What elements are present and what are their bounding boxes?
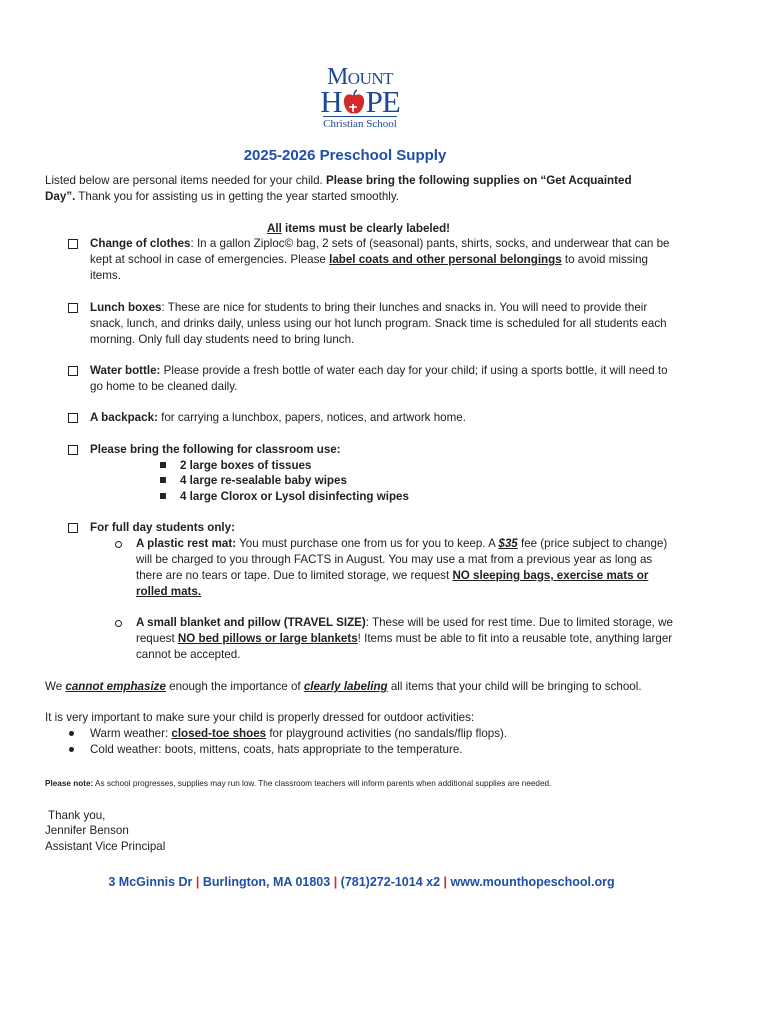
classroom-list-item: 4 large Clorox or Lysol disinfecting wipes [180, 490, 409, 503]
classroom-list-item: 4 large re-sealable baby wipes [180, 474, 347, 487]
square-bullet-icon [160, 477, 166, 483]
circle-bullet-icon [115, 541, 122, 548]
item-clothes-body-end: to avoid missing items. [90, 253, 649, 282]
item-classroom-use [68, 442, 680, 458]
emphasis-text-2: enough the importance of [165, 680, 304, 693]
dressed-intro: It is very important to make sure your child is properly dressed for outdoor activities: [45, 711, 475, 724]
checkbox-icon [68, 366, 78, 376]
intro-text-1: Listed below are personal items needed for your child. [45, 174, 326, 187]
item-backpack [68, 410, 680, 426]
emphasis-text-3: all items that your child will be bringing to school. [387, 680, 642, 693]
checkbox-icon [68, 445, 78, 455]
item-clothes-link: label coats and other personal belongings [329, 253, 562, 266]
warm-weather-body: for playground activities (no sandals/flip flops). [266, 727, 508, 740]
logo-subtitle: Christian School [323, 118, 397, 130]
item-water-text [90, 363, 680, 395]
rest-mat-body-2: fee (price subject to change) will be charged to you through FACTS in August. You may use a mat from a previous year as long as there are no tears or tape. Due to limited storage, we request [136, 537, 668, 582]
cold-weather-item: Cold weather: boots, mittens, coats, hats appropriate to the temperature. [90, 743, 463, 756]
labeled-all: All [267, 222, 282, 235]
item-lunch-text [90, 300, 680, 348]
item-fullday-text [90, 520, 680, 536]
blanket-head: A small blanket and pillow (TRAVEL SIZE) [136, 616, 366, 629]
item-clothes-head: Change of clothes [90, 237, 191, 250]
blanket-body-2: ! Items must be able to fit into a reusable tote, anything larger cannot be accepted. [136, 632, 673, 661]
intro-text-2: Thank you for assisting us in getting the year started smoothly. [75, 190, 400, 203]
rest-mat-body-1: You must purchase one from us for you to keep. A [236, 537, 499, 550]
intro-paragraph [45, 173, 665, 205]
logo-hope-pe: PE [365, 84, 400, 119]
emphasis-cannot: cannot emphasize [65, 680, 166, 693]
circle-bullet-icon [115, 620, 122, 627]
item-backpack-body: for carrying a lunchbox, papers, notices, and artwork home. [157, 411, 466, 424]
bullet-dot-icon [69, 731, 74, 736]
signoff-role: Assistant Vice Principal [45, 840, 166, 853]
warm-weather-link: closed-toe shoes [171, 727, 267, 740]
rest-mat-fee: $35 [498, 537, 518, 550]
please-note-label: Please note: [45, 779, 94, 788]
footer-city: Burlington, MA 01803 [199, 875, 334, 889]
signoff-name: Jennifer Benson [45, 824, 129, 837]
blanket-body-1: : These will be used for rest time. Due to limited storage, we request [136, 616, 673, 645]
logo-hope-text [310, 84, 410, 119]
page-title: 2025-2026 Preschool Supply [243, 147, 447, 164]
footer-address: 3 McGinnis Dr [108, 875, 196, 889]
labeled-rest: items must be clearly labeled! [281, 222, 451, 235]
square-bullet-icon [160, 493, 166, 499]
labeled-heading [267, 221, 567, 237]
item-lunch-boxes [68, 300, 680, 348]
footer-website-link[interactable]: www.mounthopeschool.org [447, 875, 615, 889]
footer-separator: | [443, 875, 448, 889]
classroom-list-item: 2 large boxes of tissues [180, 459, 312, 472]
item-classroom-head: Please bring the following for classroom use: [90, 443, 341, 456]
item-change-of-clothes [68, 236, 680, 284]
school-logo [310, 66, 410, 138]
warm-weather-item [90, 726, 507, 742]
item-water-bottle [68, 363, 680, 395]
footer-separator: | [333, 875, 338, 889]
blanket-no-text: NO bed pillows or large blankets [177, 632, 358, 645]
please-note-text: As school progresses, supplies may run low. The classroom teachers will inform parents when additional supplies are needed. [93, 779, 552, 788]
please-note [45, 776, 725, 792]
signoff-thanks: Thank you, [45, 809, 106, 822]
checkbox-icon [68, 239, 78, 249]
logo-hope-h: H [320, 84, 342, 119]
item-backpack-text [90, 410, 680, 426]
emphasis-text-1: We [45, 680, 66, 693]
blanket-text [136, 615, 681, 663]
footer-separator: | [195, 875, 200, 889]
emphasis-paragraph [45, 679, 705, 695]
item-full-day [68, 520, 680, 536]
square-bullet-icon [160, 462, 166, 468]
checkbox-icon [68, 303, 78, 313]
intro-bold-text: Please bring the following supplies on “Get Acquainted Day”. [45, 174, 632, 203]
rest-mat-no-text: NO sleeping bags, exercise mats or rolled mats. [136, 569, 649, 598]
checkbox-icon [68, 413, 78, 423]
logo-mount-text: Mount [326, 64, 394, 90]
rest-mat-text [136, 536, 681, 600]
checkbox-icon [68, 523, 78, 533]
item-backpack-head: A backpack: [90, 411, 158, 424]
footer-contact [0, 874, 723, 890]
emphasis-labeling: clearly labeling [303, 680, 388, 693]
item-clothes-text [90, 236, 680, 284]
item-fullday-head: For full day students only: [90, 521, 235, 534]
item-clothes-body: : In a gallon Ziploc© bag, 2 sets of (seasonal) pants, shirts, socks, and underwear that can be kept at school in case of emergencies. Please [90, 237, 670, 266]
item-classroom-text [90, 442, 680, 458]
bullet-dot-icon [69, 747, 74, 752]
item-lunch-head: Lunch boxes [90, 301, 162, 314]
warm-weather-label: Warm weather: [90, 727, 172, 740]
rest-mat-head: A plastic rest mat: [136, 537, 237, 550]
footer-phone: (781)272-1014 x2 [337, 875, 444, 889]
item-lunch-body: : These are nice for students to bring their lunches and snacks in. You will need to provide their snack, lunch, and drinks daily, unless using our hot lunch program. Snack time is scheduled for all students each morning. Only full day students need to bring lunch. [90, 301, 667, 346]
item-water-head: Water bottle: [90, 364, 161, 377]
item-water-body: Please provide a fresh bottle of water each day for your child; if using a sports bottle, it will need to go home to be cleaned daily. [90, 364, 668, 393]
apple-icon [342, 89, 366, 116]
